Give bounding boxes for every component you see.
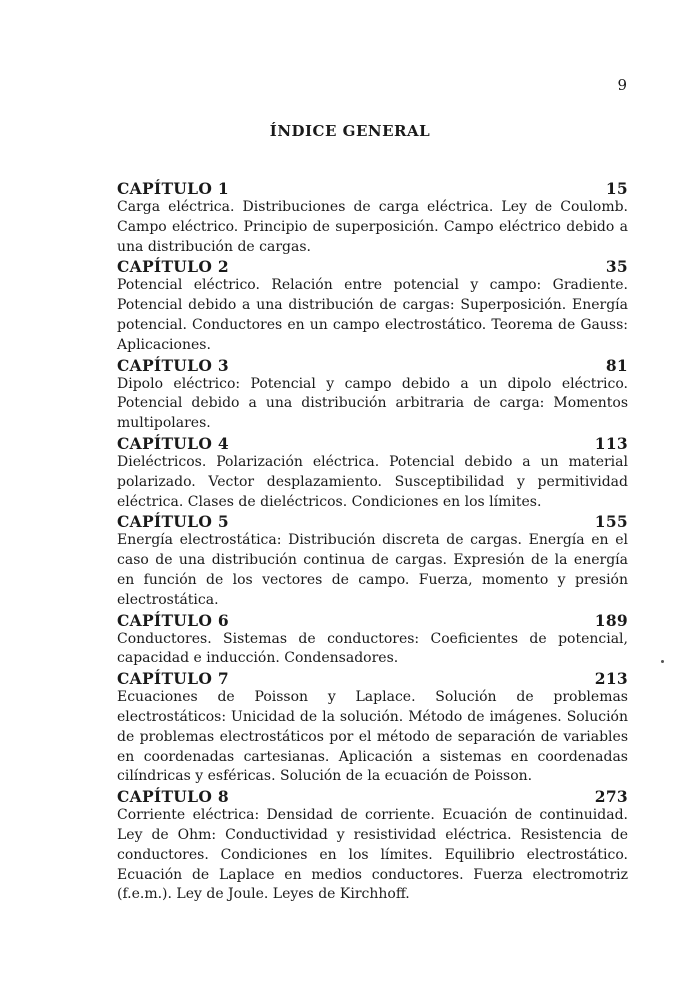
chapter-heading — [117, 257, 628, 276]
chapter-page-number: 35 — [605, 257, 628, 277]
toc-entry-chapter-4 — [117, 434, 628, 512]
chapter-page-number: 273 — [594, 787, 628, 807]
chapter-page-number: 213 — [594, 669, 628, 689]
chapter-label: CAPÍTULO 6 — [117, 610, 229, 630]
chapter-label: CAPÍTULO 8 — [117, 787, 229, 807]
chapter-page-number: 155 — [594, 512, 628, 532]
chapter-description: Corriente eléctrica: Densidad de corriente. Ecuación de continuidad. Ley de Ohm: Conductividad y resistividad eléctrica. Resistencia de conductores. Condiciones en los límites. Equilibrio electrostático. Ecuación de Laplace en medios conductores. Fuerza electromotriz (f.e.m.). Ley de Joule. Leyes de Kirchhoff. — [117, 807, 628, 903]
chapter-label: CAPÍTULO 3 — [117, 355, 229, 375]
chapter-page-number: 189 — [594, 610, 628, 630]
chapter-label: CAPÍTULO 4 — [117, 433, 229, 453]
chapter-heading — [117, 512, 628, 531]
toc-entry-chapter-2 — [117, 257, 628, 355]
chapter-description: Dipolo eléctrico: Potencial y campo debido a un dipolo eléctrico. Potencial debido a una distribución arbitraria de carga: Momentos multipolares. — [117, 375, 628, 432]
chapter-description: Carga eléctrica. Distribuciones de carga eléctrica. Ley de Coulomb. Campo eléctrico. Principio de superposición. Campo eléctrico debido a una distribución de cargas. — [117, 199, 628, 255]
chapter-heading — [117, 356, 628, 375]
chapter-page-number: 113 — [594, 433, 628, 453]
chapter-heading — [117, 787, 628, 806]
chapter-page-number: 15 — [605, 179, 628, 198]
chapter-heading — [117, 434, 628, 453]
toc-entry-chapter-5 — [117, 512, 628, 610]
toc-entry-chapter-7 — [117, 669, 628, 787]
chapter-label: CAPÍTULO 5 — [117, 512, 229, 532]
chapter-description: Conductores. Sistemas de conductores: Coeficientes de potencial, capacidad e inducción. Condensadores. — [117, 630, 628, 667]
page-number: 9 — [617, 76, 627, 94]
chapter-heading — [117, 669, 628, 688]
page-title: ÍNDICE GENERAL — [269, 122, 431, 140]
toc-entry-chapter-3 — [117, 356, 628, 434]
chapter-description: Dieléctricos. Polarización eléctrica. Potencial debido a un material polarizado. Vector desplazamiento. Susceptibilidad y permitividad eléctrica. Clases de dieléctricos. Condiciones en los límites. — [117, 453, 628, 510]
chapter-description: Potencial eléctrico. Relación entre potencial y campo: Gradiente. Potencial debido a una distribución de cargas: Superposición. Energía potencial. Conductores en un campo electrostático. Teorema de Gauss: Aplicaciones. — [117, 277, 628, 353]
chapter-label: CAPÍTULO 7 — [117, 669, 229, 689]
toc-entry-chapter-8 — [117, 787, 628, 905]
chapter-description: Ecuaciones de Poisson y Laplace. Solución de problemas electrostáticos: Unicidad de la solución. Método de imágenes. Solución de problemas electrostáticos por el método de separación de variables en coordenadas cartesianas. Aplicación a sistemas en coordenadas cilíndricas y esféricas. Solución de la ecuación de Poisson. — [117, 689, 628, 785]
table-of-contents — [117, 179, 628, 905]
chapter-description: Energía electrostática: Distribución discreta de cargas. Energía en el caso de una distribución continua de cargas. Expresión de la energía en función de los vectores de campo. Fuerza, momento y presión electrostática. — [117, 532, 628, 608]
chapter-label: CAPÍTULO 2 — [117, 257, 229, 277]
chapter-heading — [117, 611, 628, 630]
chapter-page-number: 81 — [605, 355, 628, 375]
stray-mark — [661, 660, 664, 663]
toc-entry-chapter-6 — [117, 611, 628, 670]
toc-entry-chapter-1 — [117, 179, 628, 257]
chapter-heading — [117, 179, 628, 198]
chapter-label: CAPÍTULO 1 — [117, 179, 229, 198]
